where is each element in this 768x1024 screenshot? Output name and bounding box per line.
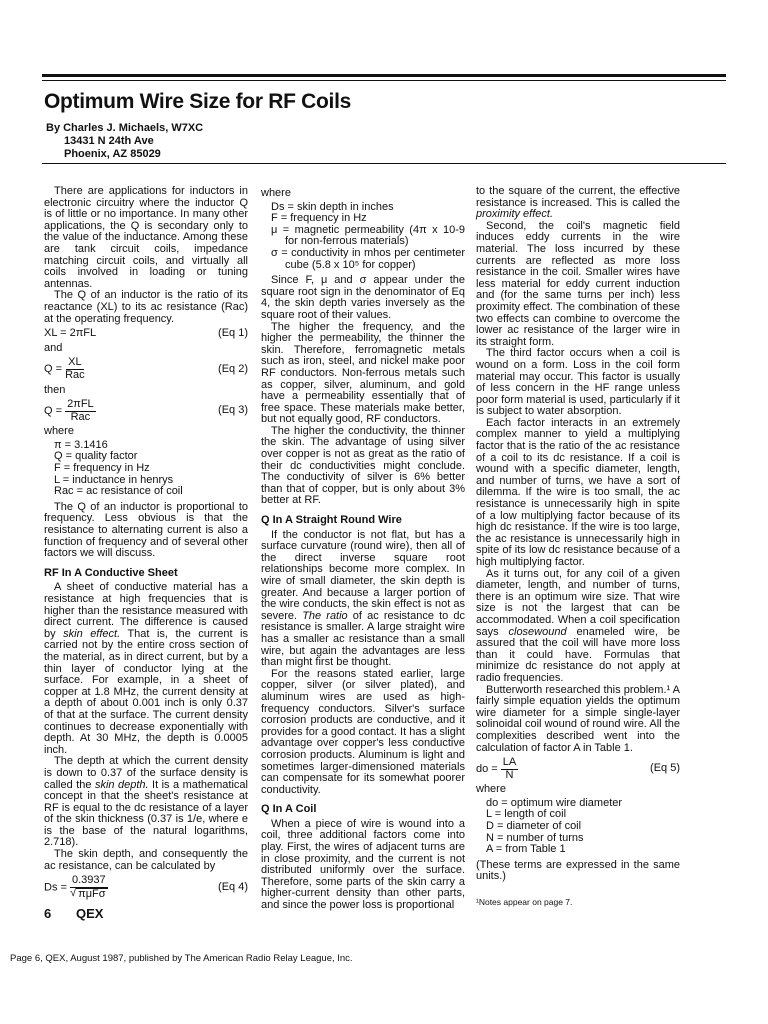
equation-3	[44, 399, 248, 423]
text-run: If the conductor is not flat, but has a surface curvature (round wire), then all of the direct inverse square root relationships become more complex. In wire of small diameter, the skin depth is greater. And because a larger portion of the wire conducts, the skin effect is not as severe.	[261, 528, 465, 622]
magazine-name: QEX	[76, 906, 104, 921]
definition-list	[44, 440, 248, 498]
definition-item: π = 3.1416	[54, 438, 108, 451]
page-footer: Page 6, QEX, August 1987, published by The American Radio Relay League, Inc.	[10, 953, 353, 964]
definition-item: L = inductance in henrys	[54, 473, 174, 486]
definition-item: L = length of coil	[486, 808, 567, 821]
text-run: A sheet of conductive material has a resistance at high frequencies that is higher than the resistance measured with direct current. The difference is caused by	[44, 581, 248, 640]
author-byline: By Charles J. Michaels, W7XC	[46, 122, 204, 134]
equation-tag: (Eq 4)	[218, 881, 248, 894]
paragraph: Second, the coil's magnetic field induces eddy currents in the wire material. The loss incurred by these currents are reflected as more loss resistance in the coil. Smaller wires have less material for eddy current induction and (for the same turns per inch) less proximity effect. The combination of these two effects can combine to overcome the lower ac resistance of the larger wire in its straight form.	[476, 219, 680, 348]
top-rule-thick	[42, 74, 726, 77]
page-number: 6	[44, 906, 52, 921]
fraction-denominator: Rac	[70, 410, 91, 423]
column-3	[476, 186, 680, 909]
equation-tag: (Eq 1)	[218, 327, 248, 340]
definition-item: σ = conductivity in mhos per centimeter cube (5.8 x 10⁵ for copper)	[271, 246, 465, 271]
equation-expression: XL = 2πFL	[44, 327, 97, 340]
text-run: It is a mathematical concept in that the sheet's resistance at RF is equal to the dc resistance of a layer of the skin thickness (0.37 is 1/e, where e is the base of the natural logarithms, 2.718).	[44, 778, 248, 849]
paragraph	[476, 186, 680, 221]
definition-item: A = from Table 1	[486, 843, 566, 856]
definition-item: Q = quality factor	[54, 450, 138, 463]
paragraph: When a piece of wire is wound into a coil, three additional factors come into play. First, the wires of adjacent turns are in close proximity, and the current is not distributed uniformly over the surface. Therefore, some parts of the skin carry a higher-current density than other parts, and since the power loss is proportional	[261, 817, 465, 912]
author-block	[46, 122, 203, 161]
connector-text: where	[44, 425, 74, 438]
text-run: As it turns out, for any coil of a given diameter, length, and number of turns, there is an optimum wire size. That wire size is not the largest that can be accommodated. When a coil specification says	[476, 567, 680, 638]
definition-item: Ds = skin depth in inches	[271, 200, 394, 213]
fraction-numerator: 0.3937	[72, 874, 106, 887]
sqrt-sign: √ πμFσ	[70, 886, 106, 900]
equation-2	[44, 357, 248, 381]
equation-tag: (Eq 5)	[650, 762, 680, 775]
definition-item: μ = magnetic permeability (4π x 10-9 for non-ferrous materials)	[271, 223, 465, 248]
paragraph: The higher the frequency, and the higher the permeability, the thinner the skin. Therefore, ferromagnetic metals such as iron, steel, and nickel make poor RF conductors. Non-ferrous metals such as copper, silver, aluminum, and gold have a permeability essentially that of free space. These materials make better, but not equally good, RF conductors.	[261, 320, 465, 426]
paragraph: (These terms are expressed in the same units.)	[476, 858, 680, 883]
column-1	[44, 186, 248, 903]
section-heading: Q In A Straight Round Wire	[261, 514, 402, 527]
article-title: Optimum Wire Size for RF Coils	[44, 90, 352, 113]
equation-fraction	[70, 875, 108, 900]
connector-text: where	[261, 187, 291, 199]
author-address-line2: Phoenix, AZ 85029	[64, 148, 161, 160]
definition-list	[476, 798, 680, 856]
fraction-denominator: πμFσ	[78, 887, 106, 900]
paragraph	[44, 582, 248, 756]
equation-fraction	[65, 399, 96, 423]
section-heading: RF In A Conductive Sheet	[44, 566, 178, 579]
paragraph: The Q of an inductor is the ratio of its reactance (XL) to its ac resistance (Rac) at the operating frequency.	[44, 289, 248, 325]
paragraph	[44, 756, 248, 849]
header-divider	[42, 163, 726, 164]
paragraph: The higher the conductivity, the thinner the skin. The advantage of using silver over copper is not as great as the ratio of their dc conductivities might conclude. The conductivity of silver is 6% better than that of copper, but is only about 3% better at RF.	[261, 424, 465, 507]
definition-item: F = frequency in Hz	[54, 462, 150, 475]
equation-lhs: Ds =	[44, 881, 67, 894]
definition-item: do = optimum wire diameter	[486, 796, 623, 809]
text-run: to the square of the current, the effective resistance is increased. This is called the	[476, 185, 680, 209]
text-run: enameled wire, be assured that the coil will have more loss than it could have. Formulas that minimize dc resistance do not apply at radio frequencies.	[476, 625, 680, 684]
emphasis: skin depth.	[94, 778, 149, 791]
paragraph: Butterworth researched this problem.¹ A fairly simple equation yields the optimum wire diameter for a simple single-layer solinoidal coil wound of round wire. All the complexities described went into the calculation of factor A in Table 1.	[476, 683, 680, 754]
top-rule-thin	[42, 80, 726, 81]
text-run: The depth at which the current density is down to 0.37 of the surface density is called the	[44, 755, 248, 791]
equation-tag: (Eq 2)	[218, 362, 248, 375]
fraction-numerator: LA	[502, 756, 517, 769]
equation-fraction	[65, 357, 85, 381]
paragraph: Since F, μ and σ appear under the square root sign in the denominator of Eq 4, the skin depth varies inversely as the square root of their values.	[261, 274, 465, 321]
connector-text: where	[476, 783, 506, 796]
paragraph: For the reasons stated earlier, large copper, silver (or silver plated), and aluminum wires are used as high-frequency conductors. Silver's surface corrosion products are conductive, and it provides for a good contact. It has a slight advantage over copper's less conductive corrosion products. Aluminum is light and sometimes larger-dimensioned materials can compensate for its somewhat poorer conductivity.	[261, 667, 465, 796]
section-heading: Q In A Coil	[261, 803, 317, 816]
paragraph: The skin depth, and consequently the ac resistance, can be calculated by	[44, 848, 248, 872]
paragraph: The third factor occurs when a coil is wound on a form. Loss in the coil form material may occur. This factor is usually of less concern in the HF range unless poor form material is used, particularly if it is subject to water absorption.	[476, 347, 680, 418]
definition-item: D = diameter of coil	[486, 820, 582, 833]
equation-1	[44, 328, 248, 340]
fraction-denominator: Rac	[65, 368, 85, 381]
connector-text: and	[44, 341, 63, 354]
definition-item: Rac = ac resistance of coil	[54, 485, 183, 498]
emphasis: The ratio	[302, 609, 348, 622]
footnote: ¹Notes appear on page 7.	[476, 897, 573, 908]
emphasis: closewound	[508, 625, 567, 638]
paragraph: Each factor interacts in an extremely complex manner to yield a multiplying factor that is the ratio of the ac resistance of a coil to its dc resistance. If a coil is wound with a specific diameter, length, and number of turns, we have a sort of dilemma. If the wire is too small, the ac resistance is unnecessarily high in spite of a low multiplying factor because of its high dc resistance. If the wire is too large, the ac resistance is unnecessarily high in spite of its low dc resistance because of a high multiplying factor.	[476, 416, 680, 568]
text-run: That is, the current is carried not by the entire cross section of the material, as in direct current, but by a thin layer of conductor lying at the surface. For example, in a sheet of copper at 1.8 MHz, the current density at a depth of about 0.001 inch is only 0.37 of that at the surface. The current density continues to decrease exponentially with depth. At 30 MHz, the depth is 0.0005 inch.	[44, 627, 248, 756]
connector-text: then	[44, 383, 66, 396]
emphasis: skin effect.	[63, 627, 121, 640]
definition-item: F = frequency in Hz	[271, 212, 367, 225]
fraction-denominator: N	[505, 768, 514, 781]
paragraph: There are applications for inductors in electronic circuitry where the inductor Q is of little or no importance. In many other applications, the Q is secondary only to the value of the inductance. Among these are tank circuit coils, impedance matching circuit coils, and virtually all coils involved in loading or tuning antennas.	[44, 185, 248, 290]
paragraph: The Q of an inductor is proportional to frequency. Less obvious is that the resistance to alternating current is also a function of frequency and of several other factors we will discuss.	[44, 500, 248, 560]
text-run: of ac resistance to dc resistance is smaller. A large straight wire has a smaller ac resistance than a small wire, but again the advantages are less than might first be thought.	[261, 609, 465, 669]
equation-lhs: Q =	[44, 363, 63, 376]
paragraph	[476, 569, 680, 685]
definition-list	[261, 202, 465, 272]
equation-fraction	[501, 757, 518, 781]
definition-item: N = number of turns	[486, 831, 584, 844]
fraction-numerator: 2πFL	[67, 398, 94, 411]
fraction-numerator: XL	[68, 356, 82, 369]
equation-tag: (Eq 3)	[218, 404, 248, 417]
equation-5	[476, 757, 680, 781]
equation-lhs: Q =	[44, 405, 63, 418]
emphasis: proximity effect.	[476, 208, 554, 221]
equation-4	[44, 875, 248, 900]
paragraph	[261, 530, 465, 669]
author-address-line1: 13431 N 24th Ave	[64, 135, 154, 147]
equation-lhs: do =	[476, 763, 498, 776]
column-2	[261, 186, 465, 912]
